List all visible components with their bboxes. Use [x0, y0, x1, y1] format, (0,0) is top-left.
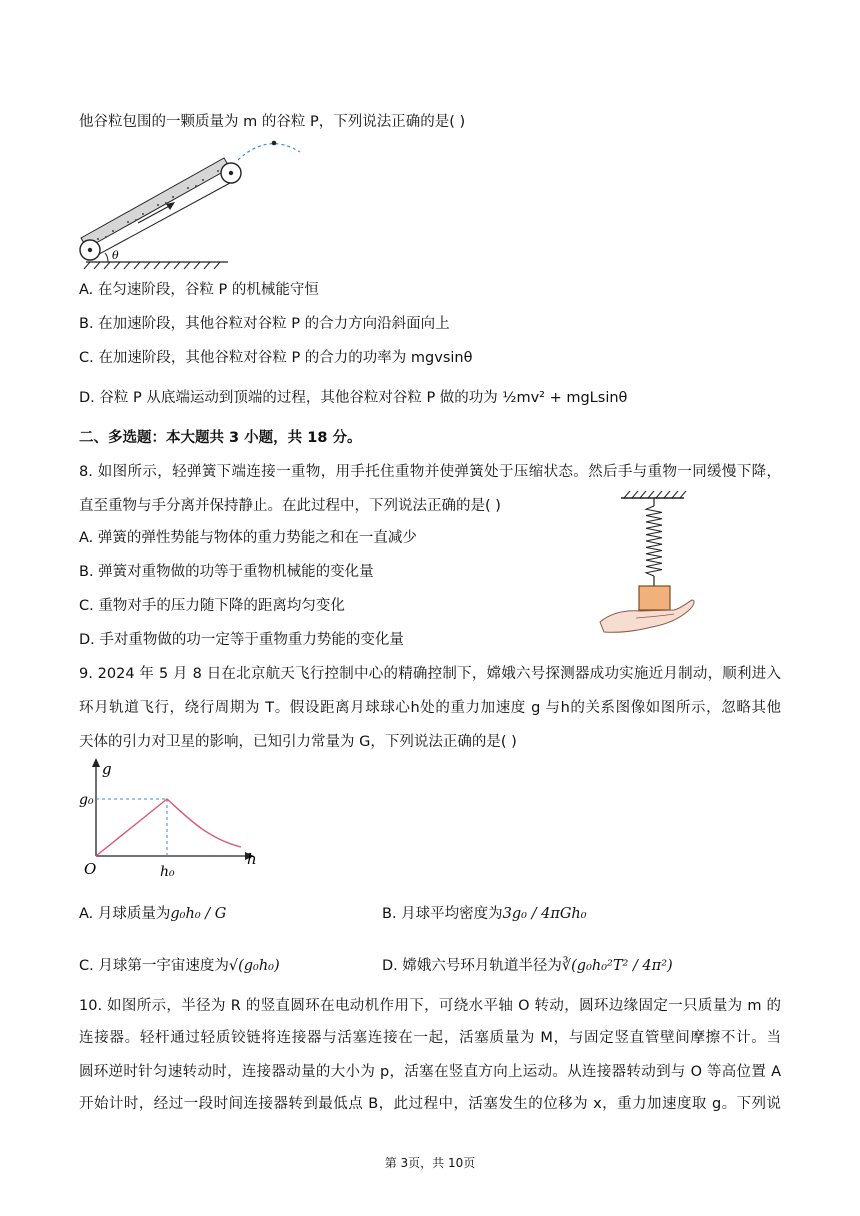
q9-option-b-text: B. 月球平均密度为 — [382, 906, 503, 922]
q10-stem-line4: 开始计时，经过一段时间连接器转到最低点 B，此过程中，活塞发生的位移为 x，重力加速度取 g。下列说 — [79, 1096, 781, 1112]
q8-option-c: C. 重物对手的压力随下降的距离均匀变化 — [79, 598, 345, 614]
q10-stem-line1: 10. 如图所示，半径为 R 的竖直圆环在电动机作用下，可绕水平轴 O 转动，圆环边缘固定一只质量为 m 的 — [79, 998, 781, 1014]
q8-option-b: B. 弹簧对重物做的功等于重物机械能的变化量 — [79, 564, 374, 580]
q9-option-c-formula: √(g₀h₀) — [228, 958, 280, 974]
g-axis-label: g — [102, 760, 112, 778]
q9-option-d — [382, 956, 673, 976]
q9-option-a-text: A. 月球质量为 — [79, 906, 171, 922]
q9-stem-line1: 9. 2024 年 5 月 8 日在北京航天飞行控制中心的精确控制下，嫦娥六号探测器成功实施近月制动，顺利进入 — [79, 666, 781, 682]
g0-label: g₀ — [79, 792, 94, 808]
q9-stem-line3: 天体的引力对卫星的影响，已知引力常量为 G，下列说法正确的是( ) — [79, 734, 517, 750]
section-heading: 二、多选题：本大题共 3 小题，共 18 分。 — [79, 430, 362, 446]
q8-option-d: D. 手对重物做的功一定等于重物重力势能的变化量 — [79, 632, 404, 648]
q7-intro: 他谷粒包围的一颗质量为 m 的谷粒 P，下列说法正确的是( ) — [79, 114, 466, 130]
q10-stem-line3: 圆环逆时针匀速转动时，连接器动量的大小为 p，活塞在竖直方向上运动。从连接器转动到与 O 等高位置 A — [79, 1064, 781, 1080]
origin-label: O — [84, 860, 97, 878]
q9-option-d-text: D. 嫦娥六号环月轨道半径为 — [382, 958, 562, 974]
q7-option-a: A. 在匀速阶段，谷粒 P 的机械能守恒 — [79, 282, 319, 298]
q9-option-a-formula: g₀h₀ / G — [170, 906, 227, 922]
theta-label: θ — [112, 249, 119, 262]
q7-conveyor-figure — [78, 138, 308, 270]
q9-option-c — [79, 956, 280, 976]
q10-stem-line2: 连接器。轻杆通过轻质铰链将连接器与活塞连接在一起，活塞质量为 M，与固定竖直管壁间摩擦不计。当 — [79, 1030, 781, 1046]
h0-label: h₀ — [160, 864, 175, 880]
q7-option-c: C. 在加速阶段，其他谷粒对谷粒 P 的合力的功率为 mgvsinθ — [79, 350, 473, 366]
page-footer: 第 3页，共 10页 — [384, 1156, 476, 1170]
h-axis-label: h — [247, 850, 257, 868]
q9-stem-line2: 环月轨道飞行，绕行周期为 T。假设距离月球球心h处的重力加速度 g 与h的关系图像如图所示，忽略其他 — [79, 700, 781, 716]
q9-option-b — [382, 904, 587, 924]
q8-stem-line1: 8. 如图所示，轻弹簧下端连接一重物，用手托住重物并使弹簧处于压缩状态。然后手与重物一同缓慢下降， — [79, 464, 781, 480]
q9-option-d-formula: ∛(g₀h₀²T² / 4π²) — [561, 958, 673, 974]
q9-g-h-graph — [76, 756, 266, 886]
q7-option-b: B. 在加速阶段，其他谷粒对谷粒 P 的合力方向沿斜面向上 — [79, 316, 450, 332]
q8-option-a: A. 弹簧的弹性势能与物体的重力势能之和在一直减少 — [79, 530, 417, 546]
q8-stem-line2: 直至重物与手分离并保持静止。在此过程中，下列说法正确的是( ) — [79, 498, 501, 514]
q8-spring-hand-figure — [596, 490, 706, 638]
q7-option-d: D. 谷粒 P 从底端运动到顶端的过程，其他谷粒对谷粒 P 做的功为 ½mv² + mgLsinθ — [79, 390, 628, 406]
q9-option-a — [79, 904, 226, 924]
q9-option-c-text: C. 月球第一宇宙速度为 — [79, 958, 229, 974]
q9-option-b-formula: 3g₀ / 4πGh₀ — [502, 906, 587, 922]
